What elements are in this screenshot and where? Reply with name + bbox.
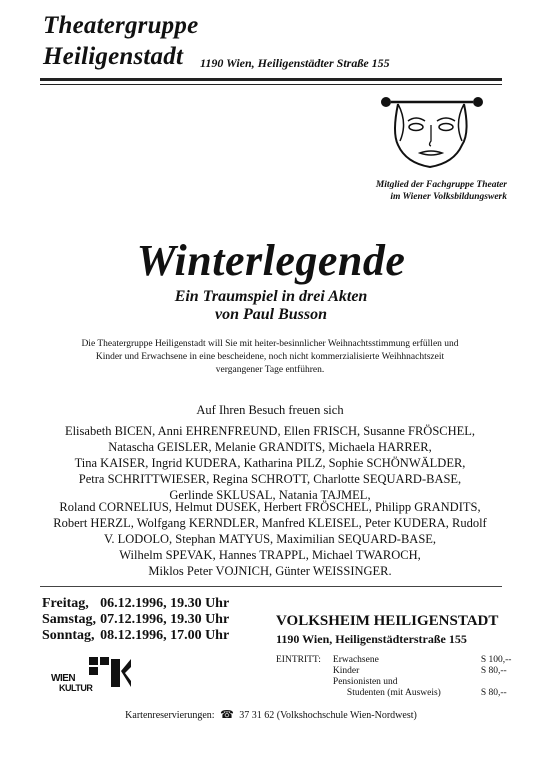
cast-line: Natascha GEISLER, Melanie GRANDITS, Michaela HARRER, — [108, 440, 432, 454]
cast-line: Wilhelm SPEVAK, Hannes TRAPPL, Michael TWAROCH, — [119, 548, 421, 562]
play-author: von Paul Busson — [214, 306, 328, 323]
telephone-icon: ☎ — [220, 708, 234, 721]
performance-row — [42, 596, 233, 612]
cast-line: Gerlinde SKLUSAL, Natania TAJMEL, — [169, 488, 371, 502]
performance-date: 07.12.1996, 19.30 Uhr — [100, 612, 230, 627]
theatre-mask-icon — [378, 93, 488, 173]
price-value: S 80,-- — [480, 666, 507, 676]
reservation-phone: 37 31 62 (Volkshochschule Wien-Nordwest) — [239, 710, 417, 721]
cast-line: Robert HERZL, Wolfgang KERNDLER, Manfred KLEISEL, Peter KUDERA, Rudolf — [53, 516, 487, 530]
membership-line2: im Wiener Volksbildungswerk — [390, 192, 507, 202]
group-name-line2: Heiligenstadt — [43, 43, 184, 70]
play-subtitle: Ein Traumspiel in drei Akten — [174, 288, 368, 305]
performance-date: 06.12.1996, 19.30 Uhr — [100, 596, 230, 611]
performance-row — [42, 628, 233, 644]
svg-text:WIEN: WIEN — [51, 673, 76, 684]
price-category: Studenten (mit Ausweis) — [346, 688, 441, 698]
group-name-line1: Theatergruppe — [43, 12, 199, 39]
svg-text:KULTUR: KULTUR — [59, 683, 93, 693]
performance-row — [42, 612, 233, 628]
venue-name: VOLKSHEIM HEILIGENSTADT — [276, 613, 499, 629]
price-category: Erwachsene — [332, 655, 379, 665]
performance-dates — [42, 596, 233, 644]
group-address: 1190 Wien, Heiligenstädter Straße 155 — [200, 56, 390, 70]
cast-line: Elisabeth BICEN, Anni EHRENFREUND, Ellen FRISCH, Susanne FRÖSCHEL, — [64, 424, 476, 438]
cast-line: Tina KAISER, Ingrid KUDERA, Katharina PILZ, Sophie SCHÖNWÄLDER, — [74, 456, 466, 470]
performance-day: Freitag, — [42, 596, 89, 611]
intro-paragraph — [70, 338, 470, 377]
cast-line: Petra SCHRITTWIESER, Regina SCHROTT, Charlotte SEQUARD-BASE, — [78, 472, 462, 486]
cast-heading: Auf Ihren Besuch freuen sich — [196, 403, 344, 417]
wien-kultur-logo — [45, 657, 135, 693]
admission-label: EINTRITT: — [276, 655, 321, 665]
intro-line: Die Theatergruppe Heiligenstadt will Sie mit heiter-besinnlicher Weihnachtsstimmung erfüllen und — [81, 339, 459, 349]
venue — [276, 612, 498, 648]
price-value: S 80,-- — [480, 688, 507, 698]
cast-line: Roland CORNELIUS, Helmut DUSEK, Herbert FRÖSCHEL, Philipp GRANDITS, — [59, 500, 481, 514]
header-rule — [40, 78, 502, 81]
reservation-line — [0, 708, 542, 721]
cast-women — [40, 423, 500, 503]
membership-line1: Mitglied der Fachgruppe Theater — [375, 180, 507, 190]
cast-line: V. LODOLO, Stephan MATYUS, Maximilian SEQUARD-BASE, — [103, 532, 437, 546]
performance-date: 08.12.1996, 17.00 Uhr — [100, 628, 230, 643]
price-value: S 100,-- — [480, 655, 512, 665]
membership-note — [307, 179, 507, 203]
header-rule-thin — [40, 84, 502, 85]
price-category: Pensionisten und — [332, 677, 398, 687]
venue-address: 1190 Wien, Heiligenstädterstraße 155 — [276, 632, 467, 646]
reservation-label: Kartenreservierungen: — [125, 710, 215, 721]
intro-line: Kinder und Erwachsene in eine bescheidene, noch nicht kommerzialisierte Weihhnachtszeit — [95, 352, 445, 362]
play-title: Winterlegende — [136, 236, 406, 285]
performance-day: Samstag, — [42, 612, 97, 627]
cast-line: Miklos Peter VOJNICH, Günter WEISSINGER. — [148, 564, 392, 578]
divider — [40, 586, 502, 587]
performance-day: Sonntag, — [42, 628, 95, 643]
cast-men — [40, 499, 500, 579]
admission-table — [276, 655, 517, 699]
intro-line: vergangener Tage entführen. — [215, 365, 325, 375]
price-category: Kinder — [332, 666, 360, 676]
